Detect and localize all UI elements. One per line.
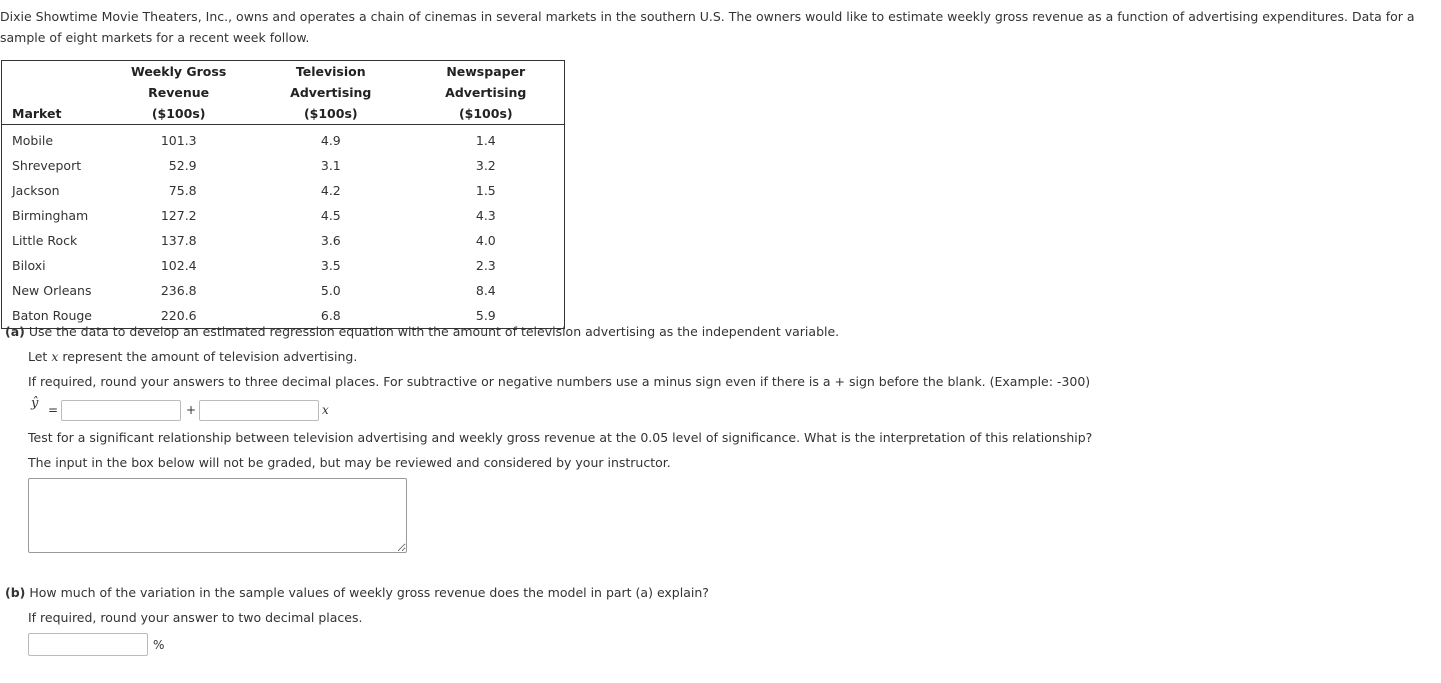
- tv-cell: 4.9: [320, 133, 341, 148]
- news-cell: 8.4: [475, 283, 496, 298]
- part-b-label: (b): [5, 585, 26, 600]
- revenue-cell: 137.8: [160, 233, 197, 248]
- header-news-unit: ($100s): [408, 103, 565, 125]
- part-a-label: (a): [5, 324, 25, 339]
- header-market: Market: [2, 103, 104, 125]
- revenue-cell: 236.8: [160, 283, 197, 298]
- header-row-2: [2, 103, 565, 125]
- revenue-cell: 127.2: [160, 208, 197, 223]
- table-row: [2, 125, 565, 154]
- part-a-rounding-instruction: If required, round your answers to three decimal places. For subtractive or negative numbers use a minus sign even if there is a + sign before the blank. (Example: -300): [28, 374, 1091, 389]
- let-variable: x: [51, 349, 59, 364]
- x-variable-symbol: x: [322, 403, 329, 417]
- news-cell: 2.3: [475, 258, 496, 273]
- let-prefix: Let: [28, 349, 48, 364]
- tv-cell: 6.8: [320, 308, 341, 323]
- header-revenue-line1: Weekly Gross Revenue: [130, 64, 227, 100]
- news-cell: 4.0: [475, 233, 496, 248]
- market-cell: New Orleans: [12, 283, 92, 298]
- market-cell: Baton Rouge: [12, 308, 92, 323]
- data-table: [1, 60, 565, 329]
- percent-sign: %: [153, 638, 165, 652]
- header-tv-line1: Television Advertising: [290, 64, 372, 100]
- tv-cell: 4.5: [320, 208, 341, 223]
- table-row: [2, 203, 565, 228]
- plus-sign: +: [186, 403, 197, 417]
- table-row: [2, 278, 565, 303]
- let-suffix: represent the amount of television advertising.: [62, 349, 358, 364]
- revenue-cell: 52.9: [168, 158, 197, 173]
- header-revenue-unit: ($100s): [103, 103, 254, 125]
- part-b-question: [5, 584, 709, 602]
- intercept-input[interactable]: [61, 400, 181, 421]
- table-row: [2, 228, 565, 253]
- ungraded-note: The input in the box below will not be graded, but may be reviewed and considered by your instructor.: [28, 455, 671, 470]
- market-cell: Biloxi: [12, 258, 46, 273]
- part-b-question-text: How much of the variation in the sample values of weekly gross revenue does the model in part (a) explain?: [29, 585, 709, 600]
- revenue-cell: 102.4: [160, 258, 197, 273]
- y-hat-symbol: ŷ: [31, 396, 39, 411]
- slope-input[interactable]: [199, 400, 319, 421]
- header-market-line1: [2, 61, 104, 104]
- revenue-cell: 220.6: [160, 308, 197, 323]
- news-cell: 4.3: [475, 208, 496, 223]
- news-cell: 1.5: [475, 183, 496, 198]
- equals-sign: =: [48, 403, 59, 417]
- news-cell: 1.4: [475, 133, 496, 148]
- header-tv-unit: ($100s): [254, 103, 408, 125]
- news-cell: 5.9: [475, 308, 496, 323]
- table-row: [2, 253, 565, 278]
- news-cell: 3.2: [475, 158, 496, 173]
- tv-cell: 3.1: [320, 158, 341, 173]
- problem-intro: Dixie Showtime Movie Theaters, Inc., owns and operates a chain of cinemas in several markets in the southern U.S. The owners would like to estimate weekly gross revenue as a function of advertising expenditures. Data for a sample of eight markets for a recent week follow.: [0, 9, 1415, 45]
- part-a-question-text: Use the data to develop an estimated regression equation with the amount of television advertising as the independent variable.: [28, 324, 840, 339]
- tv-cell: 5.0: [320, 283, 341, 298]
- header-row-1: [2, 61, 565, 104]
- part-a-question: [5, 323, 839, 341]
- market-cell: Little Rock: [12, 233, 78, 248]
- header-news-line1: Newspaper Advertising: [445, 64, 527, 100]
- tv-cell: 3.5: [320, 258, 341, 273]
- let-x-statement: [28, 348, 357, 366]
- market-cell: Birmingham: [12, 208, 89, 223]
- table-row: [2, 153, 565, 178]
- part-b-rounding-instruction: If required, round your answer to two decimal places.: [28, 610, 363, 625]
- tv-cell: 4.2: [320, 183, 341, 198]
- revenue-cell: 101.3: [160, 133, 197, 148]
- tv-cell: 3.6: [320, 233, 341, 248]
- market-cell: Jackson: [12, 183, 60, 198]
- table-body: [2, 125, 565, 329]
- revenue-cell: 75.8: [168, 183, 197, 198]
- table-row: [2, 178, 565, 203]
- market-cell: Shreveport: [12, 158, 82, 173]
- significance-test-question: Test for a significant relationship between television advertising and weekly gross revenue at the 0.05 level of significance. What is the interpretation of this relationship?: [28, 430, 1093, 445]
- interpretation-textarea[interactable]: [28, 478, 407, 553]
- market-cell: Mobile: [12, 133, 54, 148]
- r-squared-input[interactable]: [28, 633, 148, 656]
